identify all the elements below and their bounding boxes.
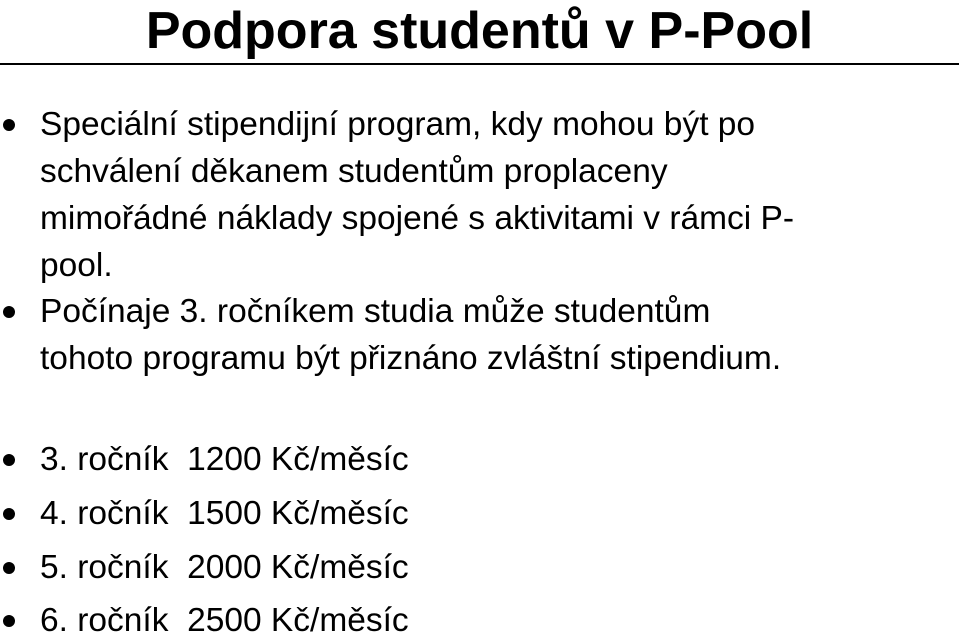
- rate-text: 6. ročník 2500 Kč/měsíc: [40, 602, 409, 639]
- bullet-text: Počínaje 3. ročníkem studia může studentům tohoto programu být přiznáno zvláštní stipendium.: [40, 293, 782, 377]
- rate-text: 3. ročník 1200 Kč/měsíc: [40, 441, 409, 478]
- rate-text: 4. ročník 1500 Kč/měsíc: [40, 495, 409, 532]
- rate-text: 5. ročník 2000 Kč/měsíc: [40, 549, 409, 586]
- bullet-dot-icon: [3, 615, 15, 627]
- bullet-dot-icon: [3, 454, 15, 466]
- bullet-dot-icon: [3, 562, 15, 574]
- title-divider: [0, 63, 959, 65]
- bullet-text: Speciální stipendijní program, kdy mohou být po schválení děkanem studentům proplaceny mimořádné náklady spojené s aktivitami v rámci P- pool.: [40, 106, 795, 284]
- slide-title: Podpora studentů v P-Pool: [145, 2, 814, 60]
- bullet-dot-icon: [3, 119, 15, 131]
- bullet-dot-icon: [3, 306, 15, 318]
- bullet-dot-icon: [3, 508, 15, 520]
